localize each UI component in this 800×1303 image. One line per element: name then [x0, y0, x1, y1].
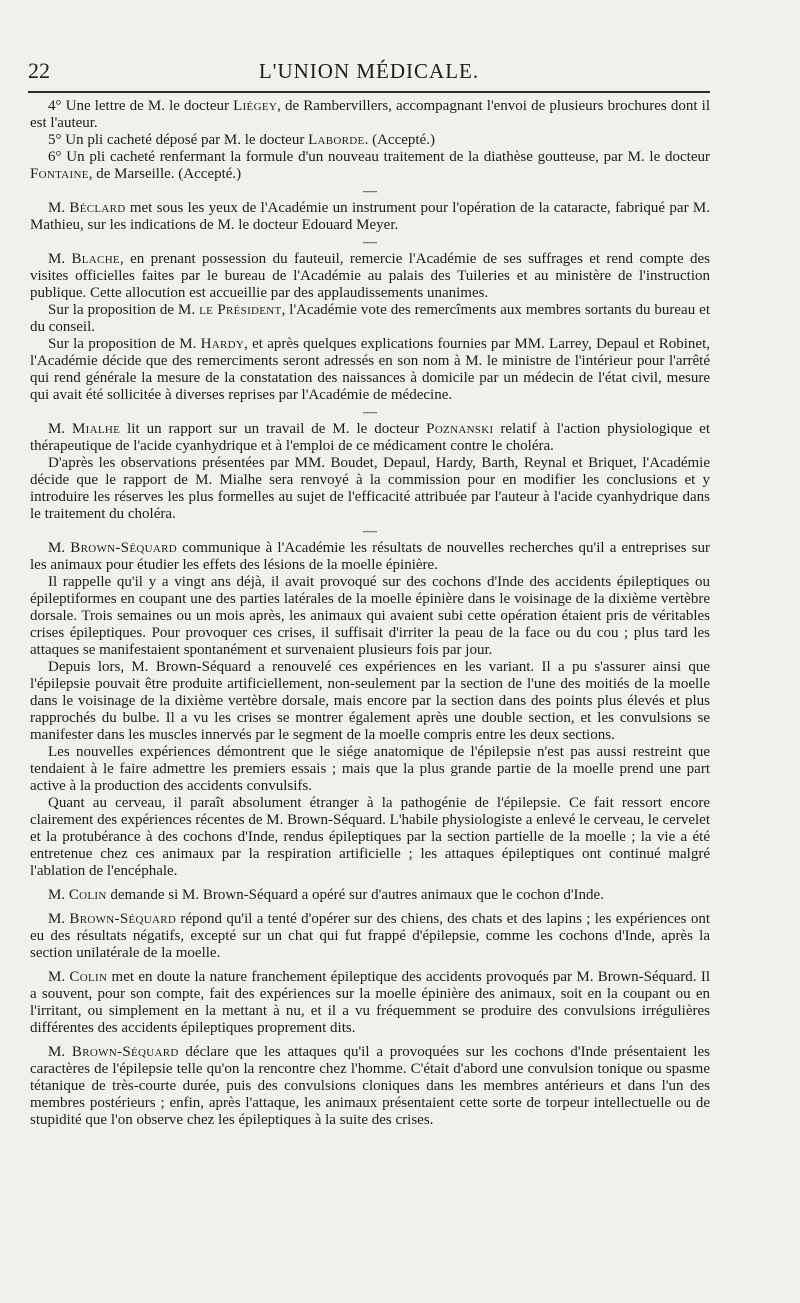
text-run: , et après quelques explications fournies par MM. Larrey, Depaul et Robinet, l'Académie décide que des remerciments seront adressés en son nom à M. le ministre de l'intérieur pour l'arrêté qui rend générale la mesure de la constatation des naissances à domicile par un médecin de l'état civil, mesure qui avait été sollicitée à diverses reprises par l'Académie de médecine. [30, 336, 710, 403]
section-separator: — [363, 235, 377, 250]
name-smallcaps: Fontaine [30, 166, 89, 182]
section-separator: — [363, 524, 377, 539]
paragraph-item-4 [30, 98, 710, 132]
name-smallcaps: Béclard [69, 200, 126, 216]
name-smallcaps: Colin [69, 969, 108, 985]
page-number: 22 [28, 58, 50, 83]
paragraph-depuis-lors [30, 659, 710, 744]
text-run: demande si M. Brown-Séquard a opéré sur d'autres animaux que le cochon d'Inde. [106, 887, 604, 903]
paragraph-president [30, 302, 710, 336]
text-run: 4° Une lettre de M. le docteur [48, 98, 234, 114]
running-title: L'UNION MÉDICALE. [258, 59, 480, 83]
section-separator: — [363, 184, 377, 199]
name-smallcaps: le Président [199, 302, 282, 318]
name-smallcaps: Blache [71, 251, 120, 267]
name-smallcaps: Colin [68, 887, 107, 903]
text-run: Les nouvelles expériences démontrent que le siége anatomique de l'épilepsie n'est pas aussi restreint que tendaient à le faire admettre les premiers essais ; mais que la plus grande partie de la moelle prend une part active à la production des accidents convulsifs. [30, 744, 710, 794]
text-run: Quant au cerveau, il paraît absolument étranger à la pathogénie de l'épilepsie. Ce fait ressort encore clairement des expériences récentes de M. Brown-Séquard. L'habile physiologiste a enlevé le cerveau, le cervelet et la protubérance à des cochons d'Inde, rendus épileptiques par la section partielle de la moelle ; la vie a été entretenue chez ces animaux par la respiration artificielle ; les attaques épileptiques ont continué malgré l'ablation de l'encéphale. [30, 795, 710, 879]
text-run: Il rappelle qu'il y a vingt ans déjà, il avait provoqué sur des cochons d'Inde des accidents épileptiques ou épileptiformes en coupant une des parties latérales de la moelle épinière dans le voisinage de la dixième vertèbre dorsale. Trois semaines ou un mois après, les animaux qui avaient subi cette opération étaient pris de véritables crises épileptiques. Pour provoquer ces crises, il suffisait d'irriter la peau de la face ou du cou ; plus tard les attaques se manifestaient spontanément et survenaient plusieurs fois par jour. [30, 574, 710, 658]
name-smallcaps: Poznanski [426, 421, 494, 437]
paragraph-blache [30, 251, 710, 302]
header-rule [28, 91, 710, 93]
name-smallcaps: Mialhe [72, 421, 121, 437]
paragraph-hardy [30, 336, 710, 404]
paragraph-brown-sequard-declaration [30, 1044, 710, 1129]
text-run: M. [48, 1044, 72, 1060]
text-run: M. [48, 251, 72, 267]
text-run: , de Rambervillers, accompagnant l'envoi de plusieurs brochures dont il est l'auteur. [30, 98, 710, 131]
paragraph-colin-question [30, 887, 710, 904]
name-smallcaps: Hardy [200, 336, 245, 352]
paragraph-beclard [30, 200, 710, 234]
text-run: Sur la proposition de M. [48, 336, 201, 352]
text-run: M. [48, 540, 71, 556]
text-run: communique à l'Académie les résultats de nouvelles recherches qu'il a entreprises sur les animaux pour étudier les effets des lésions de la moelle épinière. [30, 540, 711, 573]
section-separator: — [363, 405, 377, 420]
page-header [28, 56, 710, 86]
name-smallcaps: Brown-Séquard [69, 911, 177, 927]
paragraph-cerveau [30, 795, 710, 880]
text-run: D'après les observations présentées par MM. Boudet, Depaul, Hardy, Barth, Reynal et Briquet, l'Académie décide que le rapport de M. Mialhe sera renvoyé à la commission pour en modifier les conclusions et y introduire les réserves les plus formelles au sujet de l'efficacité attribuée par l'auteur à l'acide cyanhydrique dans le traitement du choléra. [30, 455, 710, 522]
text-run: M. [48, 887, 69, 903]
paragraph-item-5 [30, 132, 710, 149]
name-smallcaps: Brown-Séquard [70, 540, 177, 556]
text-run: M. [48, 421, 73, 437]
paragraph-colin-doute [30, 969, 710, 1037]
text-run: relatif à l'action physiologique et thérapeutique de l'acide cyanhydrique et à l'emploi de ce médicament contre le choléra. [30, 421, 711, 454]
article-body [30, 98, 710, 1129]
text-run: M. [48, 911, 70, 927]
paragraph-nouvelles-experiences [30, 744, 710, 795]
text-run: . (Accepté.) [364, 132, 435, 148]
text-run: , de Marseille. (Accepté.) [88, 166, 242, 182]
text-run: Depuis lors, M. Brown-Séquard a renouvelé ces expériences en les variant. Il a pu s'assurer ainsi que l'épilepsie pouvait être produite artificiellement, non-seulement par la section de l'une des moitiés de la moelle dans le voisinage de la dixième vertèbre dorsale, mais encore par la section dans des points plus élevés et plus rapprochés du bulbe. Il a vu les crises se montrer également après une double section, et les convulsions se manifester dans les muscles innervés par le segment de la moelle compris entre les deux sections. [30, 659, 710, 743]
text-run: M. [48, 969, 70, 985]
text-run: 6° Un pli cacheté renfermant la formule d'un nouveau traitement de la diathèse goutteuse, par M. le docteur [48, 149, 710, 165]
text-run: M. [48, 200, 70, 216]
paragraph-brown-sequard-intro [30, 540, 710, 574]
text-run: Sur la proposition de M. [48, 302, 200, 318]
paragraph-cholera-decision [30, 455, 710, 523]
paragraph-mialhe [30, 421, 710, 455]
name-smallcaps: Laborde [308, 132, 365, 148]
name-smallcaps: Liégey [233, 98, 278, 114]
text-run: met en doute la nature franchement épileptique des accidents provoqués par M. Brown-Séquard. Il a souvent, pour son compte, fait des expériences sur la moelle épinière des animaux, soit en la coupant ou en l'irritant, ou simplement en la mettant à nu, et il a vu fréquemment se produire des convulsions irrégulières différentes des accidents épileptiques proprement dits. [30, 969, 710, 1036]
text-run: met sous les yeux de l'Académie un instrument pour l'opération de la cataracte, fabriqué par M. Mathieu, sur les indications de M. le docteur Edouard Meyer. [30, 200, 710, 233]
text-run: 5° Un pli cacheté déposé par M. le docteur [48, 132, 309, 148]
text-run: , l'Académie vote des remercîments aux membres sortants du bureau et du conseil. [30, 302, 711, 335]
paragraph-rappel [30, 574, 710, 659]
text-run: lit un rapport sur un travail de M. le docteur [120, 421, 427, 437]
text-run: déclare que les attaques qu'il a provoquées sur les cochons d'Inde présentaient les caractères de l'épilepsie telle qu'on la rencontre chez l'homme. C'était d'abord une convulsion tonique ou spasme tétanique de très-courte durée, puis des convulsions cloniques dans les membres antérieurs et dans l'un des membres postérieurs ; enfin, après l'attaque, les animaux présentaient cette sorte de torpeur intellectuelle ou de stupidité que l'on observe chez les épileptiques à la suite des crises. [30, 1044, 711, 1128]
paragraph-item-6 [30, 149, 710, 183]
text-run: , en prenant possession du fauteuil, remercie l'Académie de ses suffrages et rend compte des visites officielles faites par le bureau de l'Académie au palais des Tuileries et au ministère de l'instruction publique. Cette allocution est accueillie par des applaudissements unanimes. [30, 251, 710, 301]
paragraph-brown-sequard-reponse [30, 911, 710, 962]
text-run: répond qu'il a tenté d'opérer sur des chiens, des chats et des lapins ; les expériences ont eu des résultats négatifs, excepté sur un chat qui fut frappé d'épilepsie, comme les cochons d'Inde, après la section unilatérale de la moelle. [30, 911, 710, 961]
name-smallcaps: Brown-Séquard [71, 1044, 179, 1060]
